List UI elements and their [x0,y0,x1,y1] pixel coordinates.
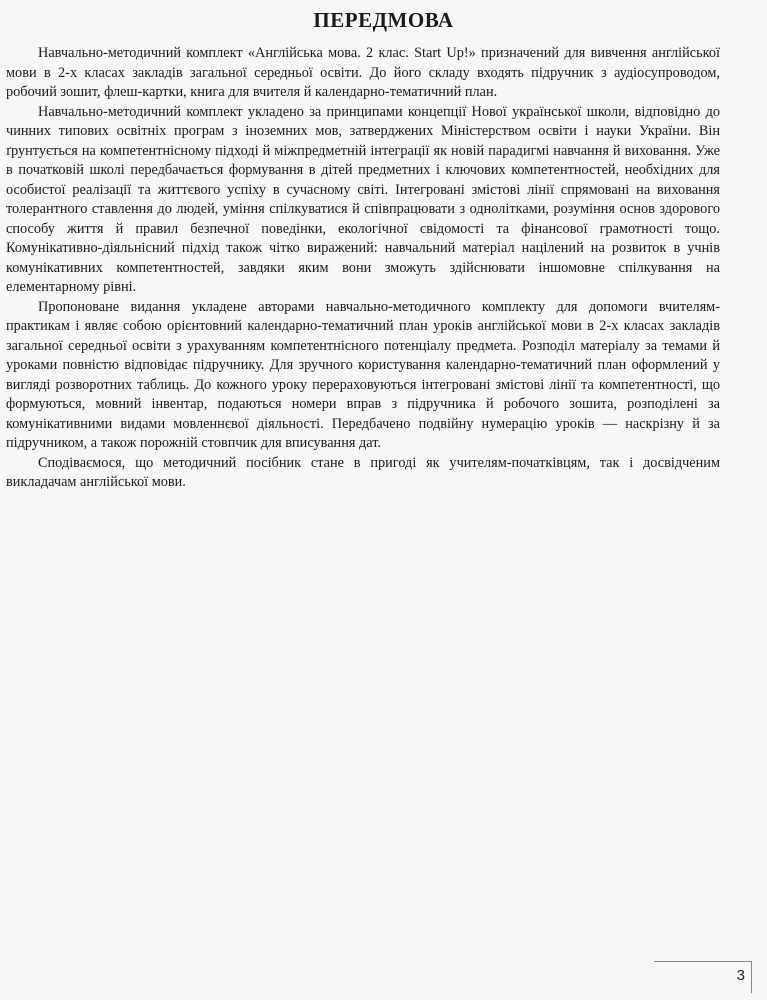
paragraph-edition: Пропоноване видання укладене авторами навчально-методичного комплекту для допомоги вчителям-практикам і являє собою орієнтовний календарно-тематичний план уроків англійської мови в 2-х класах закладів загальної середньої освіти з урахуванням компетентнісного потенціалу предмета. Розподіл матеріалу за темами й уроками повністю відповідає підручнику. Для зручного користування календарно-тематичний план оформлений у вигляді розворотних таблиць. До кожного уроку перераховуються інтегровані змістові лінії та компетентності, що формуються, мовний інвентар, подаються номери вправ з підручника й робочого зошита, розподілені за комунікативними видами мовленнєвої діяльності. Передбачено подвійну нумерацію уроків — наскрізну й за підручником, а також порожній стовпчик для вписування дат. [6,298,720,451]
paragraph-intro: Навчально-методичний комплект «Англійська мова. 2 клас. Start Up!» призначений для вивчення англійської мови в 2-х класах закладів загальної середньої освіти. До його складу входять підручник з аудіосупроводом, робочий зошит, флеш-картки, книга для вчителя й календарно-тематичний план. [6,45,720,100]
paragraph-concept: Навчально-методичний комплект укладено за принципами концепції Нової української школи, відповідно до чинних типових освітніх програм з іноземних мов, затверджених Міністерством освіти і науки України. Він ґрунтується на компетентнісному підході й міжпредметній інтеграції як новій парадигмі навчання й виховання. Уже в початковій школі передбачається формування в дітей предметних і ключових компетентностей, необхідних для особистої реалізації та життєвого успіху в сучасному світі. Інтегровані змістові лінії спрямовані на виховання толерантного ставлення до людей, уміння спілкуватися й співпрацювати з однолітками, розуміння основ здорового способу життя й правил безпечної поведінки, екологічної свідомості та фінансової грамотності тощо. Комунікативно-діяльнісний підхід також чітко виражений: навчальний матеріал націлений на розвиток в учнів комунікативних компетентностей, завдяки яким вони зможуть здійснювати іншомовне спілкування на елементарному рівні. [6,103,720,295]
page-title: ПЕРЕДМОВА [313,8,454,32]
page-number: 3 [736,967,745,984]
paragraph-closing: Сподіваємося, що методичний посібник стане в пригоді як учителям-початківцям, так і досвідченим викладачам англійської мови. [6,454,720,490]
page-number-frame [654,961,752,993]
preface-body [6,44,720,493]
